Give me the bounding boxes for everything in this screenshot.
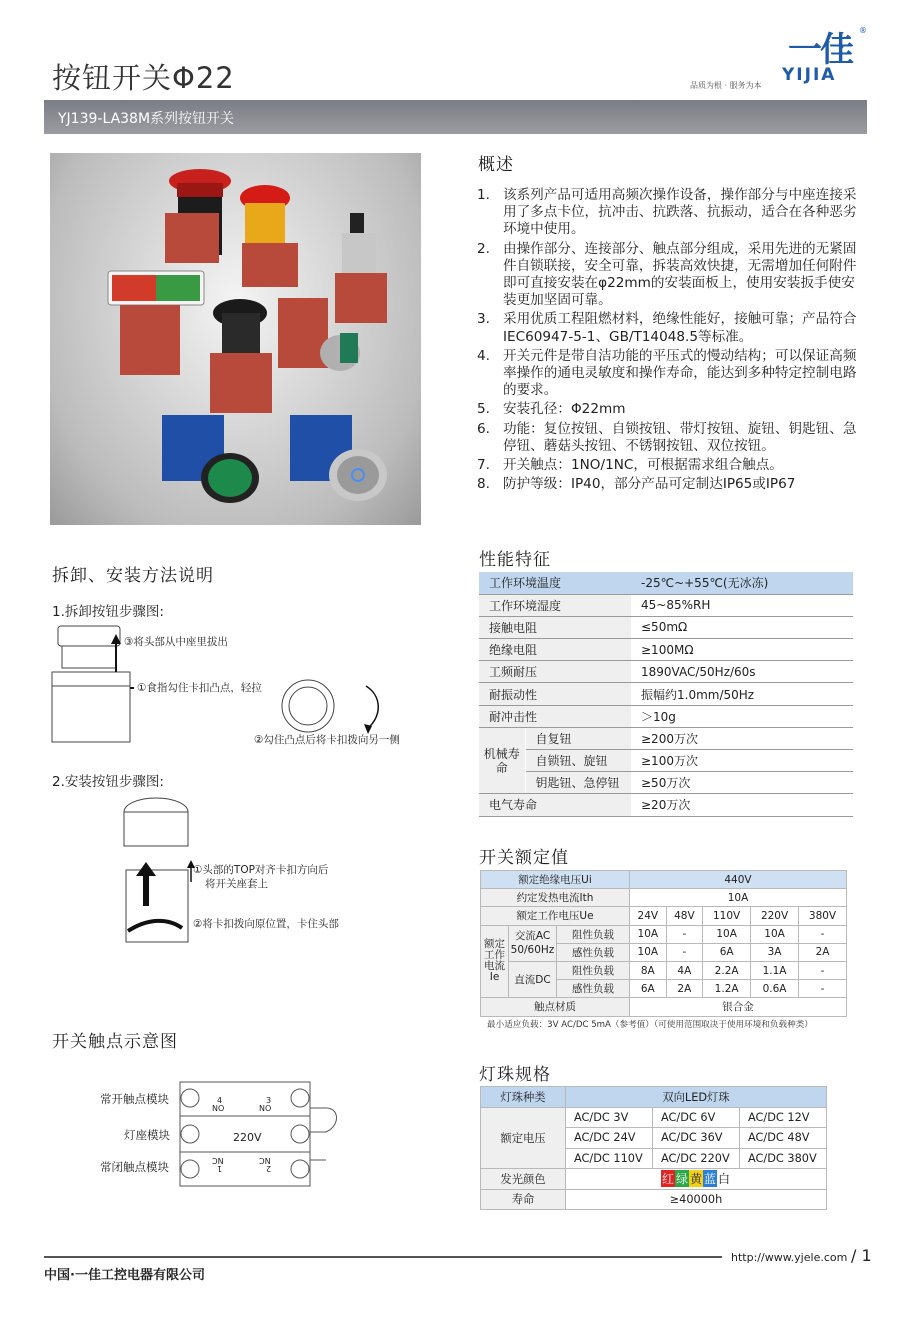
table-cell: 自复钮: [525, 727, 631, 749]
table-cell: 2.2A: [703, 961, 751, 979]
table-cell: 1890VAC/50Hz/60s: [631, 661, 853, 683]
table-cell: 阻性负载: [557, 925, 630, 943]
table-cell: 4A: [666, 961, 703, 979]
table-cell: 触点材质: [481, 998, 630, 1016]
table-cell: 自锁钮、旋钮: [525, 750, 631, 772]
contact-heading: 开关触点示意图: [52, 1032, 178, 1052]
rated-heading: 开关额定值: [479, 848, 569, 868]
remove-step1: ①食指勾住卡扣凸点，轻拉: [137, 682, 262, 694]
table-cell: AC/DC 48V: [740, 1128, 827, 1149]
table-cell: 3A: [751, 943, 799, 961]
terminal-4: 4: [217, 1096, 223, 1105]
table-row: [479, 705, 853, 727]
table-row: [479, 661, 853, 683]
remove-steps-title: 1.拆卸按钮步骤图:: [52, 604, 164, 620]
list-number: 3.: [477, 311, 490, 328]
table-row: [481, 1107, 827, 1128]
table-row: [479, 639, 853, 661]
nc-module-label: 常闭触点模块: [100, 1160, 169, 1174]
remove-step2: ②勾住凸点后将卡扣拨向另一侧: [254, 734, 400, 746]
table-row: [481, 961, 847, 979]
table-cell: -: [799, 980, 847, 998]
table-cell: 2A: [799, 943, 847, 961]
table-cell: 约定发热电流Ith: [481, 889, 630, 907]
terminal-4-no: NO: [212, 1104, 225, 1113]
list-item: [477, 476, 867, 493]
table-cell: 额定绝缘电压Ui: [481, 871, 630, 889]
table-cell: 工作环境温度: [479, 572, 631, 594]
table-cell: 额定工作电压Ue: [481, 907, 630, 925]
table-cell: 直流DC: [509, 961, 557, 997]
yellow-emergency-button-image: [240, 185, 298, 287]
green-flush-button-image: [162, 415, 259, 503]
key-switch-image: [335, 213, 387, 323]
table-cell: AC/DC 24V: [566, 1128, 653, 1149]
table-row: [481, 1169, 827, 1190]
table-cell: 阻性负载: [557, 961, 630, 979]
list-number: 5.: [477, 401, 490, 418]
table-cell: AC/DC 6V: [653, 1107, 740, 1128]
table-cell: 银合金: [630, 998, 847, 1016]
no-module-label: 常开触点模块: [100, 1092, 169, 1106]
table-cell: 220V: [751, 907, 799, 925]
footer-url[interactable]: http://www.yjele.com: [731, 1251, 848, 1264]
terminal-3-no: NO: [259, 1104, 272, 1113]
rated-table: [480, 870, 847, 1017]
list-text: 采用优质工程阻燃材料，绝缘性能好，接触可靠；产品符合IEC60947-5-1、GB/T14048.5等标准。: [503, 311, 857, 345]
list-item: [477, 311, 867, 345]
page-title: 按钮开关Φ22: [52, 61, 235, 95]
table-cell: 发光颜色: [481, 1169, 566, 1190]
list-text: 开关触点：1NO/1NC，可根据需求组合触点。: [503, 457, 783, 474]
table-cell: 耐冲击性: [479, 705, 631, 727]
list-item: [477, 187, 867, 239]
mount-step2: ②将卡扣拨向原位置，卡住头部: [193, 918, 339, 930]
list-item: [477, 348, 867, 400]
list-item: [477, 457, 867, 474]
table-row: [481, 871, 847, 889]
table-cell: 10A: [630, 889, 847, 907]
table-cell: 交流AC 50/60Hz: [509, 925, 557, 961]
table-cell: 电气寿命: [479, 794, 631, 816]
list-text: 安装孔径：Φ22mm: [503, 401, 626, 418]
table-cell: 工作环境湿度: [479, 594, 631, 616]
table-row: [481, 1189, 827, 1210]
table-cell: 6A: [703, 943, 751, 961]
table-cell: 灯珠种类: [481, 1087, 566, 1108]
double-button-image: [108, 271, 204, 375]
table-cell: 24V: [630, 907, 667, 925]
list-text: 该系列产品可适用高频次操作设备，操作部分与中座连接采用了多点卡位，抗冲击、抗跌落、抗振动，适合在各种恶劣环境中使用。: [503, 187, 857, 238]
list-text: 防护等级：IP40，部分产品可定制达IP65或IP67: [503, 476, 796, 493]
color-yellow: 黄: [689, 1172, 702, 1187]
mount-step1b: 将开关座套上: [205, 878, 268, 890]
table-cell: 接触电阻: [479, 616, 631, 638]
overview-heading: 概述: [478, 155, 514, 175]
color-white: 白: [718, 1172, 731, 1187]
table-cell: 寿命: [481, 1189, 566, 1210]
table-cell: 额定工作电流Ie: [481, 925, 509, 998]
footer-divider: [44, 1256, 722, 1258]
stainless-button-image: [290, 415, 387, 501]
product-illustration: [50, 153, 421, 525]
table-row: [479, 616, 853, 638]
mount-steps-title: 2.安装按钮步骤图:: [52, 774, 164, 790]
list-item: [477, 421, 867, 455]
brand-slogan: 品质为根 · 服务为本: [690, 81, 762, 90]
table-cell: 110V: [703, 907, 751, 925]
table-cell: 10A: [630, 943, 667, 961]
color-red: 红: [661, 1172, 674, 1187]
table-cell: -: [799, 925, 847, 943]
table-cell: 10A: [751, 925, 799, 943]
table-cell: 1.2A: [703, 980, 751, 998]
lamp-module-label: 灯座模块: [124, 1128, 170, 1142]
table-cell: 工频耐压: [479, 661, 631, 683]
rated-note: 最小适应负载：3V AC/DC 5mA（参考值）（可使用范围取决于使用环境和负载种类）: [487, 1020, 813, 1030]
table-cell: AC/DC 220V: [653, 1148, 740, 1169]
table-cell: -: [666, 943, 703, 961]
table-cell: 380V: [799, 907, 847, 925]
table-cell: 440V: [630, 871, 847, 889]
terminal-2: 2: [266, 1164, 272, 1173]
footer-company: 中国·一佳工控电器有限公司: [44, 1268, 205, 1283]
list-number: 8.: [477, 476, 490, 493]
color-blue: 蓝: [704, 1172, 717, 1187]
table-cell: AC/DC 12V: [740, 1107, 827, 1128]
table-cell: ≥20万次: [631, 794, 853, 816]
table-row: [481, 907, 847, 925]
list-text: 开关元件是带自洁功能的平压式的慢动结构；可以保证高频率操作的通电灵敏度和操作寿命，能达到多种特定控制电路的要求。: [503, 347, 857, 399]
table-row: [479, 594, 853, 616]
terminal-1: 1: [217, 1164, 223, 1173]
table-row: [479, 750, 853, 772]
series-banner: [44, 100, 867, 134]
overview-list: [477, 187, 867, 495]
list-number: 2.: [477, 240, 490, 257]
table-cell: -: [799, 961, 847, 979]
table-row: [479, 794, 853, 816]
brand-logo-en: YIJIA: [782, 65, 837, 85]
list-text: 由操作部分、连接部分、触点部分组成，采用先进的无紧固件自锁联接，安全可靠，拆装高效快捷，无需增加任何附件即可直接安装在φ22mm的安装面板上，使用安装扳手使安装更加坚固可靠。: [503, 240, 857, 309]
table-cell: AC/DC 110V: [566, 1148, 653, 1169]
table-cell: ≥50万次: [631, 772, 853, 794]
list-item: [477, 241, 867, 310]
table-cell: 双向LED灯珠: [566, 1087, 827, 1108]
page-number: / 1: [851, 1246, 872, 1265]
list-text: 功能：复位按钮、自锁按钮、带灯按钮、旋钮、钥匙钮、急停钮、蘑菇头按钮、不锈钢按钮、双位按钮。: [503, 420, 857, 454]
list-item: [477, 401, 867, 418]
table-row: [481, 998, 847, 1016]
table-cell: -: [666, 925, 703, 943]
table-cell: 感性负载: [557, 980, 630, 998]
table-cell: 8A: [630, 961, 667, 979]
table-cell: 0.6A: [751, 980, 799, 998]
table-cell: 额定电压: [481, 1107, 566, 1169]
table-row: [481, 1087, 827, 1108]
brand-logo-cn: 一佳: [788, 30, 852, 70]
selector-switch-image: [210, 299, 272, 413]
table-row: [481, 925, 847, 943]
table-cell: 1.1A: [751, 961, 799, 979]
led-colors: [566, 1169, 827, 1190]
table-row: [479, 572, 853, 594]
table-cell: 钥匙钮、急停钮: [525, 772, 631, 794]
table-cell: ≤50mΩ: [631, 616, 853, 638]
table-cell: AC/DC 3V: [566, 1107, 653, 1128]
table-row: [479, 772, 853, 794]
performance-table: [479, 572, 853, 817]
mount-step1a: ①头部的TOP对齐卡扣方向后: [193, 864, 329, 876]
install-heading: 拆卸、安装方法说明: [52, 566, 214, 586]
table-row: [481, 889, 847, 907]
emergency-stop-button-image: [165, 169, 231, 263]
color-green: 绿: [675, 1172, 688, 1187]
table-cell: 耐振动性: [479, 683, 631, 705]
list-number: 7.: [477, 457, 490, 474]
lamp-voltage: 220V: [233, 1131, 262, 1144]
table-cell: 绝缘电阻: [479, 639, 631, 661]
table-cell: ＞10g: [631, 705, 853, 727]
table-cell: 振幅约1.0mm/50Hz: [631, 683, 853, 705]
terminal-2-nc: NC: [259, 1156, 271, 1165]
table-cell: 感性负载: [557, 943, 630, 961]
product-photo: [50, 153, 421, 525]
list-number: 1.: [477, 187, 490, 203]
registered-mark: ®: [859, 26, 867, 35]
table-cell: AC/DC 380V: [740, 1148, 827, 1169]
table-cell: 2A: [666, 980, 703, 998]
remove-step3: ③将头部从中座里拔出: [124, 636, 228, 648]
table-cell: 45~85%RH: [631, 594, 853, 616]
terminal-1-nc: NC: [212, 1156, 224, 1165]
list-number: 6.: [477, 420, 490, 437]
table-cell: ≥40000h: [566, 1189, 827, 1210]
list-number: 4.: [477, 347, 490, 364]
table-cell: AC/DC 36V: [653, 1128, 740, 1149]
table-cell: ≥100MΩ: [631, 639, 853, 661]
led-table: [480, 1086, 827, 1210]
table-cell: 机械寿命: [479, 727, 525, 794]
led-heading: 灯珠规格: [479, 1065, 551, 1085]
table-row: [479, 727, 853, 749]
table-cell: 10A: [703, 925, 751, 943]
table-row: [479, 683, 853, 705]
table-cell: 48V: [666, 907, 703, 925]
table-cell: 10A: [630, 925, 667, 943]
performance-heading: 性能特征: [479, 550, 551, 570]
terminal-3: 3: [266, 1096, 272, 1105]
table-cell: ≥200万次: [631, 727, 853, 749]
table-cell: ≥100万次: [631, 750, 853, 772]
banner-text: YJ139-LA38M系列按钮开关: [58, 111, 235, 127]
table-cell: -25℃~+55℃(无冰冻): [631, 572, 853, 594]
table-cell: 6A: [630, 980, 667, 998]
